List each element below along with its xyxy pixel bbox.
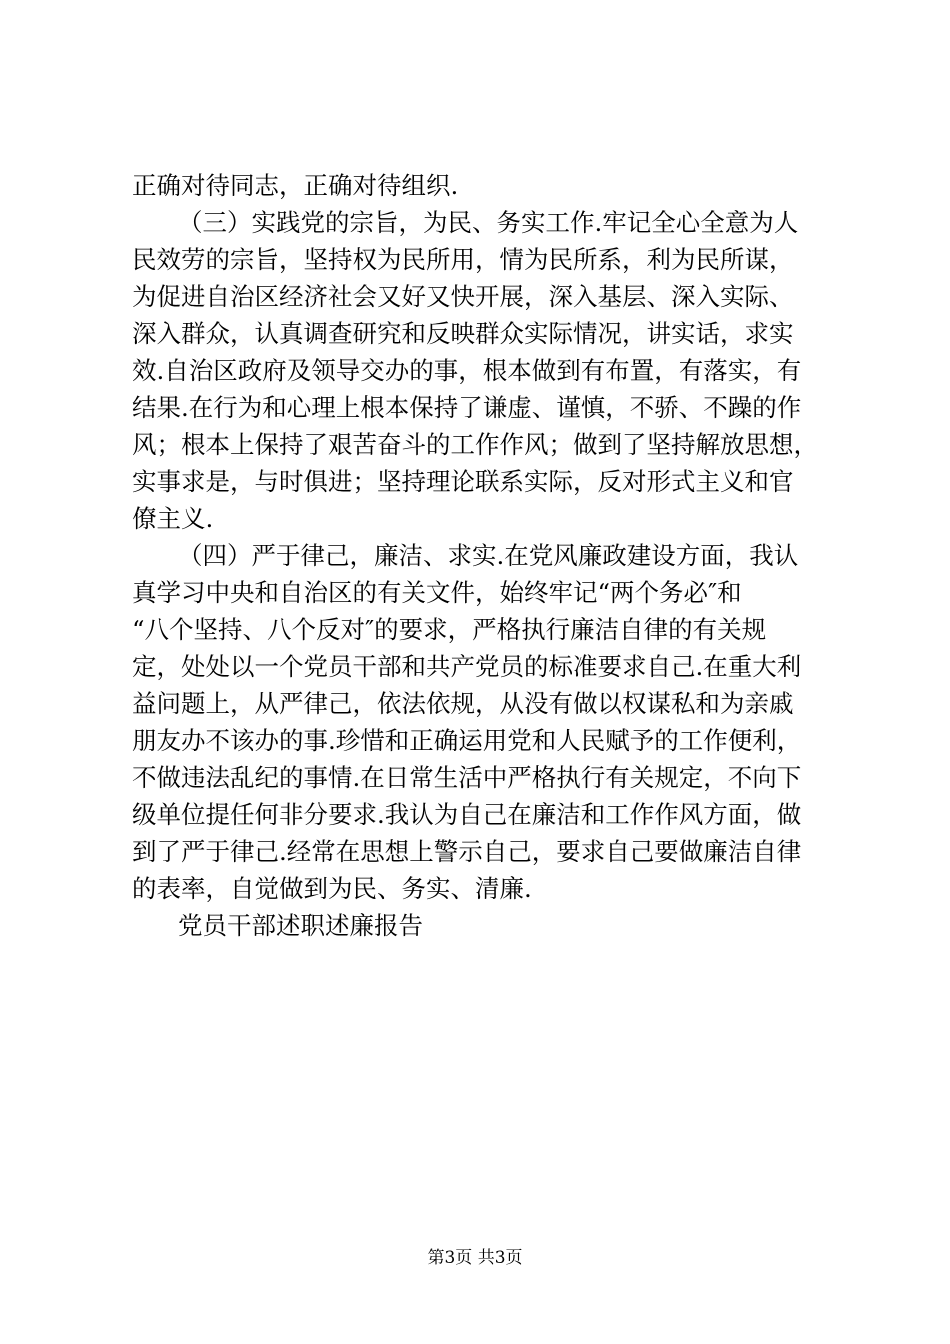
text-line: 到了严于律己.经常在思想上警示自己，要求自己要做廉洁自律 xyxy=(132,837,802,866)
text-line: 的表率，自觉做到为民、务实、清廉. xyxy=(132,874,532,903)
text-line: 僚主义. xyxy=(132,504,214,533)
text-line: 朋友办不该办的事.珍惜和正确运用党和人民赋予的工作便利， xyxy=(132,726,802,755)
text-line: 风；根本上保持了艰苦奋斗的工作作风；做到了坚持解放思想， xyxy=(132,430,818,459)
text-line: 不做违法乱纪的事情.在日常生活中严格执行有关规定，不向下 xyxy=(132,763,802,792)
document-title-line: 党员干部述职述廉报告 xyxy=(178,911,423,940)
text-line: 民效劳的宗旨，坚持权为民所用，情为民所系，利为民所谋， xyxy=(132,245,794,274)
text-line: 效.自治区政府及领导交办的事，根本做到有布置，有落实，有 xyxy=(132,356,802,385)
text-line: “八个坚持、八个反对″的要求，严格执行廉洁自律的有关规 xyxy=(132,615,767,644)
text-line: 为促进自治区经济社会又好又快开展，深入基层、深入实际、 xyxy=(132,282,794,311)
text-line: 定，处处以一个党员干部和共产党员的标准要求自己.在重大利 xyxy=(132,652,802,681)
text-line: 益问题上，从严律己，依法依规，从没有做以权谋私和为亲戚 xyxy=(132,689,794,718)
text-line: 结果.在行为和心理上根本保持了谦虚、谨慎，不骄、不躁的作 xyxy=(132,393,802,422)
text-line: 正确对待同志，正确对待组织. xyxy=(132,171,459,200)
page-footer: 第3页 共3页 xyxy=(427,1248,523,1268)
text-line: 实事求是，与时俱进；坚持理论联系实际，反对形式主义和官 xyxy=(132,467,794,496)
text-line: 级单位提任何非分要求.我认为自己在廉洁和工作作风方面，做 xyxy=(132,800,802,829)
text-line: （四）严于律己，廉洁、求实.在党风廉政建设方面，我认 xyxy=(178,541,799,570)
text-line: 深入群众，认真调查研究和反映群众实际情况，讲实话，求实 xyxy=(132,319,794,348)
text-line: 真学习中央和自治区的有关文件，始终牢记“两个务必″和 xyxy=(132,578,742,607)
text-line: （三）实践党的宗旨，为民、务实工作.牢记全心全意为人 xyxy=(178,208,799,237)
